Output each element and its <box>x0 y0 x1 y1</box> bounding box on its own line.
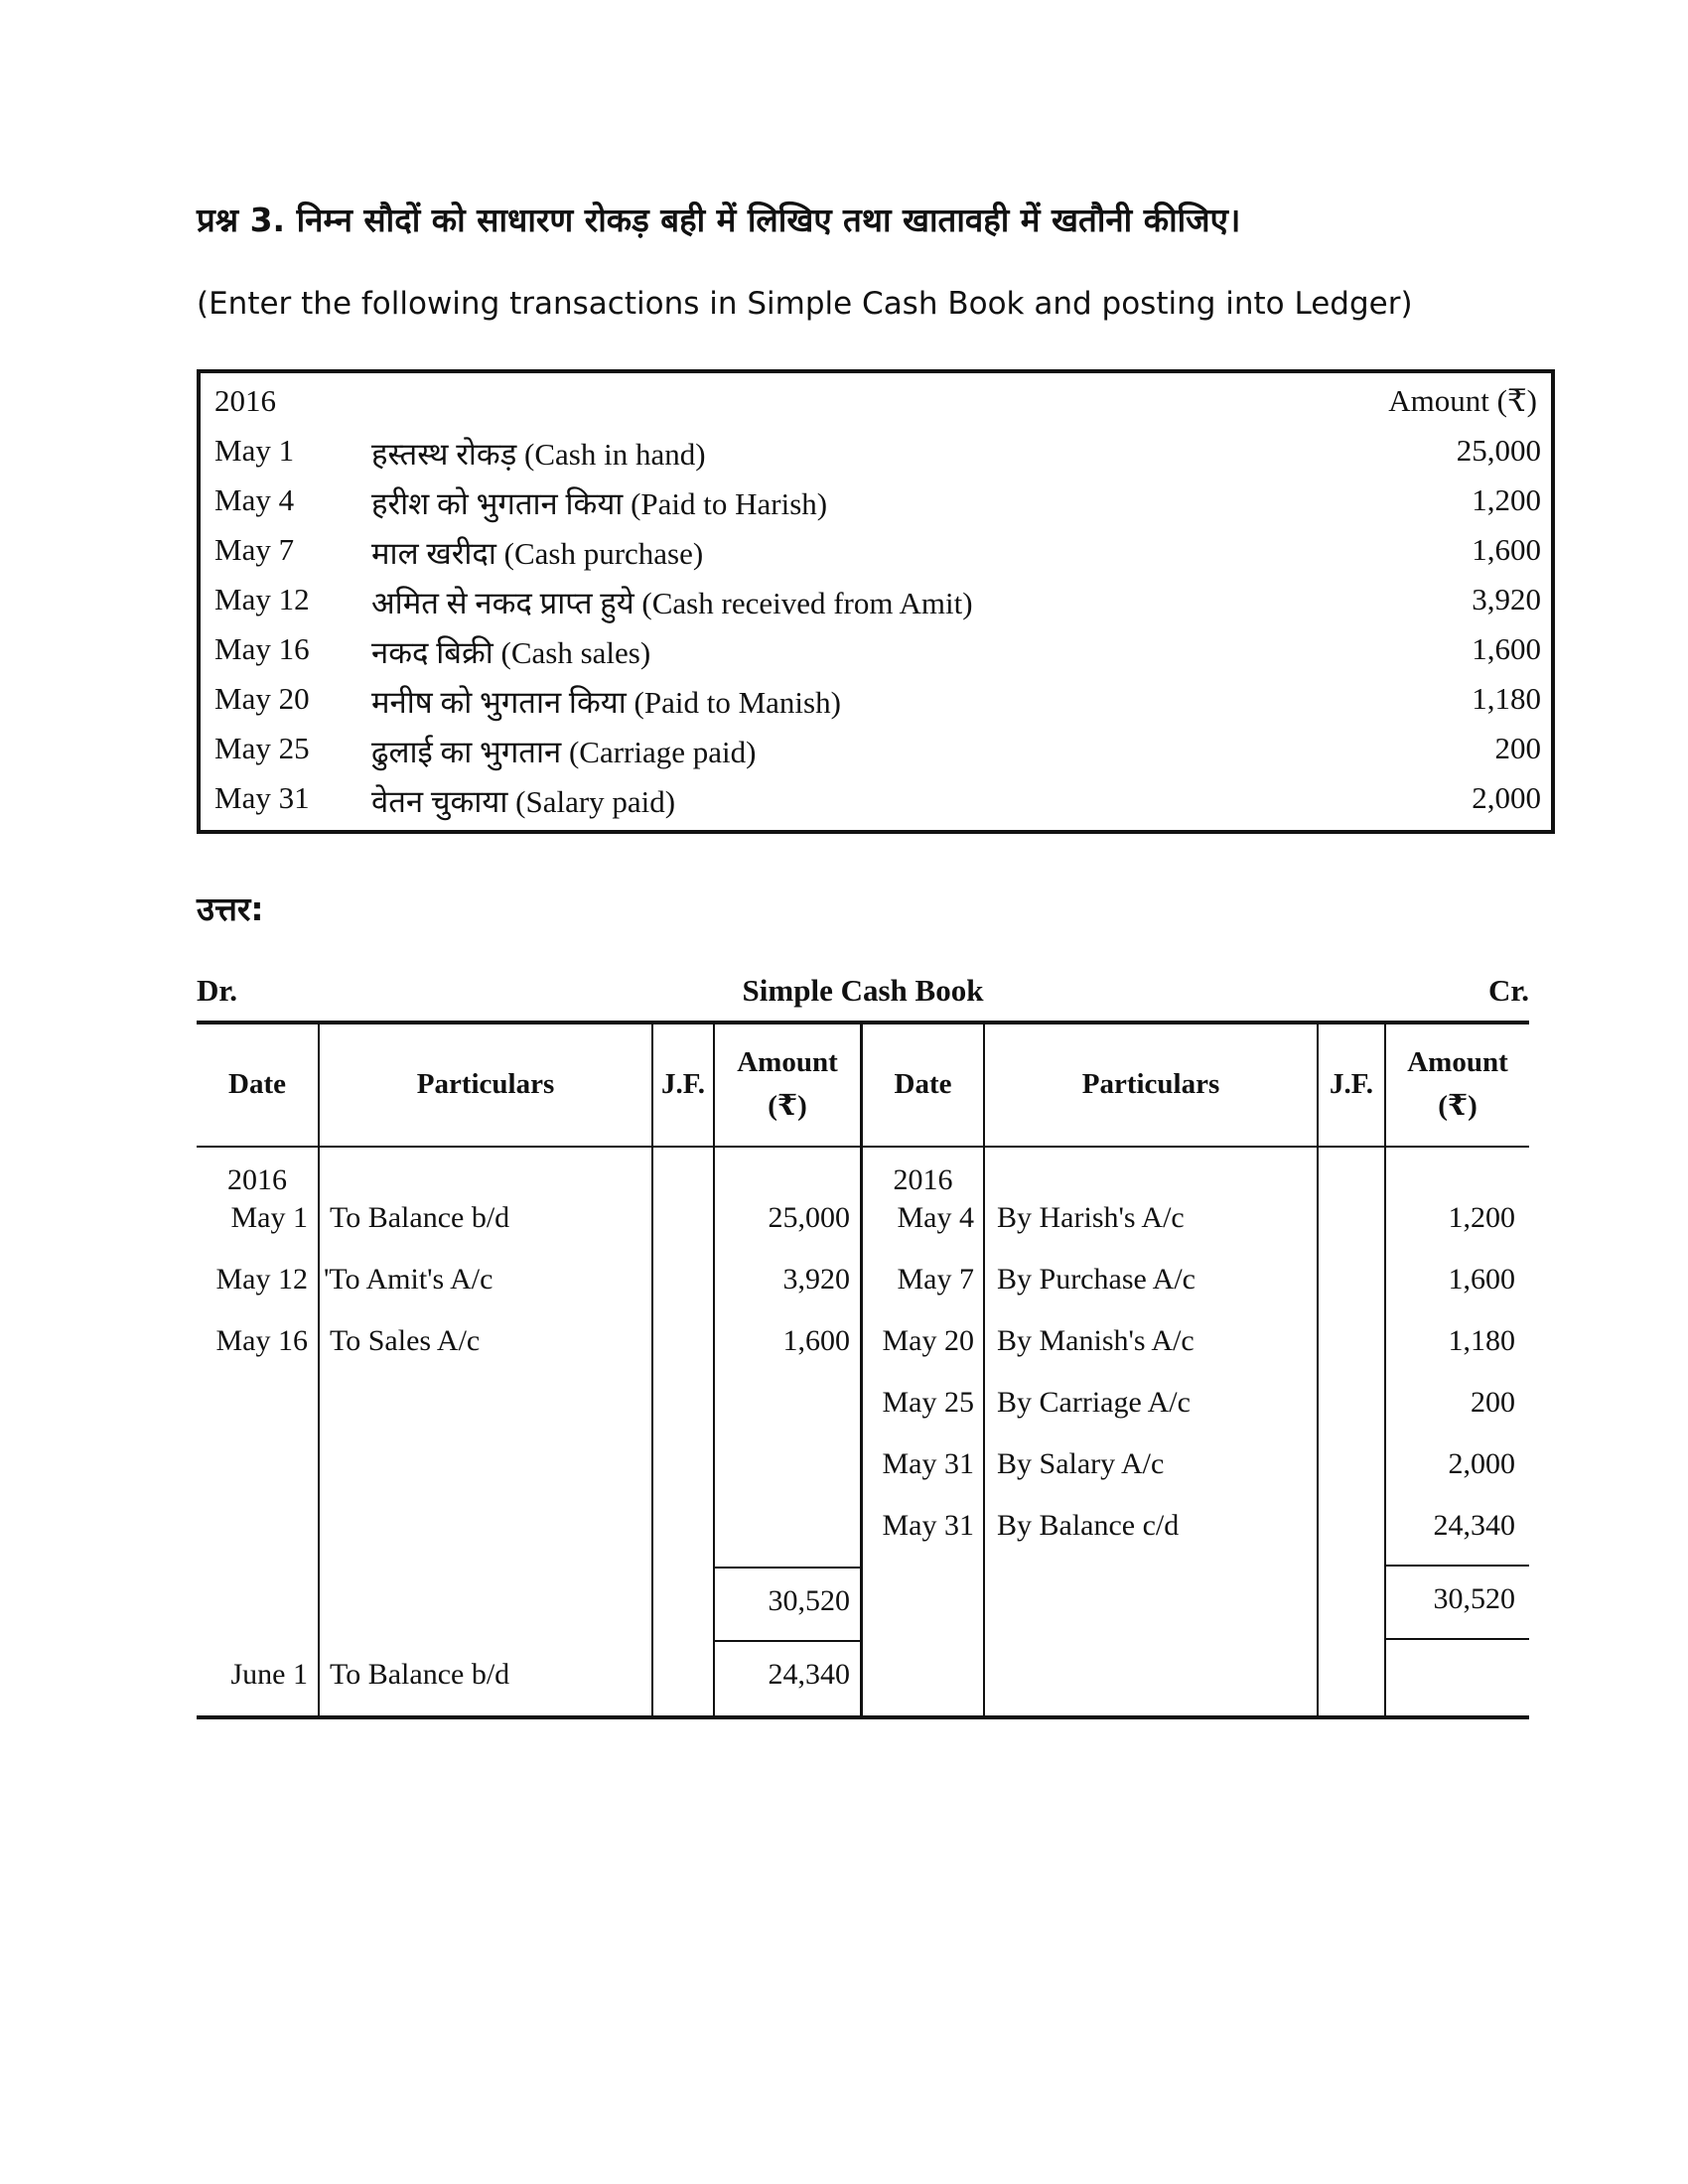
cr-label: Cr. <box>1487 973 1529 1008</box>
transaction-description: हरीश को भुगतान किया (Paid to Harish) <box>371 486 828 521</box>
credit-total-top-rule <box>1384 1565 1529 1567</box>
debit-amount: 25,000 <box>768 1201 850 1234</box>
transaction-date: May 4 <box>214 482 295 517</box>
header-particulars: Particulars <box>1081 1068 1220 1100</box>
transaction-date: May 31 <box>214 780 310 815</box>
transactions-box <box>197 369 1555 834</box>
credit-amount: 1,600 <box>1448 1263 1515 1296</box>
credit-particulars: By Manish's A/c <box>997 1324 1195 1357</box>
transaction-description: वेतन चुकाया (Salary paid) <box>371 784 676 819</box>
header-jf: J.F. <box>660 1068 706 1100</box>
center-rule <box>860 1023 863 1717</box>
debit-particulars: 'To Amit's A/c <box>324 1263 493 1296</box>
transaction-date: May 20 <box>214 681 310 716</box>
credit-year: 2016 <box>893 1163 953 1196</box>
transaction-description: ढुलाई का भुगतान (Carriage paid) <box>371 735 757 769</box>
next-amount: 24,340 <box>768 1658 850 1691</box>
credit-particulars: By Purchase A/c <box>997 1263 1196 1296</box>
header-amount: Amount <box>1407 1046 1508 1078</box>
transaction-amount: 3,920 <box>1472 582 1541 616</box>
credit-date: May 20 <box>882 1324 974 1357</box>
header-amount: Amount <box>737 1046 838 1078</box>
transaction-description: अमित से नकद प्राप्त हुये (Cash received from Amit) <box>371 586 973 620</box>
transactions-amount-header: Amount (₹) <box>1388 383 1537 418</box>
debit-year: 2016 <box>227 1163 287 1196</box>
credit-amount: 2,000 <box>1448 1447 1515 1480</box>
header-date: Date <box>228 1068 286 1100</box>
debit-total: 30,520 <box>768 1584 850 1617</box>
header-particulars: Particulars <box>416 1068 555 1100</box>
credit-date: May 31 <box>882 1509 974 1542</box>
credit-date: May 31 <box>882 1447 974 1480</box>
next-particulars: To Balance b/d <box>330 1658 510 1691</box>
header-rupee: (₹) <box>1438 1090 1477 1122</box>
question-heading: प्रश्न 3. निम्न सौदों को साधारण रोकड़ बही में लिखिए तथा खातावही में खतौनी कीजिए। <box>197 201 1241 239</box>
debit-total-bottom-rule <box>713 1640 860 1642</box>
column-rule <box>318 1023 320 1717</box>
transaction-date: May 1 <box>214 433 295 468</box>
credit-amount: 1,200 <box>1448 1201 1515 1234</box>
transaction-amount: 25,000 <box>1456 433 1541 468</box>
debit-particulars: To Sales A/c <box>330 1324 481 1357</box>
transaction-date: May 16 <box>214 631 310 666</box>
credit-total: 30,520 <box>1433 1582 1515 1615</box>
credit-particulars: By Salary A/c <box>997 1447 1165 1480</box>
transaction-row <box>201 723 1551 772</box>
transaction-amount: 1,200 <box>1472 482 1541 517</box>
column-rule <box>983 1023 985 1717</box>
header-date: Date <box>894 1068 952 1100</box>
transactions-header-row <box>201 375 1551 425</box>
header-rule <box>197 1146 1529 1148</box>
debit-total-top-rule <box>713 1567 860 1569</box>
debit-amount: 3,920 <box>782 1263 850 1296</box>
credit-date: May 25 <box>882 1386 974 1419</box>
credit-particulars: By Balance c/d <box>997 1509 1180 1542</box>
transaction-row <box>201 524 1551 574</box>
column-rule <box>651 1023 653 1717</box>
credit-particulars: By Harish's A/c <box>997 1201 1185 1234</box>
transaction-description: माल खरीदा (Cash purchase) <box>371 536 704 571</box>
transaction-amount: 1,180 <box>1472 681 1541 716</box>
debit-date: May 12 <box>215 1263 308 1296</box>
transaction-date: May 25 <box>214 731 310 765</box>
transaction-amount: 200 <box>1494 731 1541 765</box>
credit-total-bottom-rule <box>1384 1638 1529 1640</box>
debit-amount: 1,600 <box>782 1324 850 1357</box>
transaction-date: May 12 <box>214 582 310 616</box>
transaction-row <box>201 425 1551 475</box>
transaction-description: नकद बिक्री (Cash sales) <box>371 635 651 670</box>
credit-amount: 24,340 <box>1433 1509 1515 1542</box>
credit-amount: 1,180 <box>1448 1324 1515 1357</box>
transaction-row <box>201 475 1551 524</box>
transaction-amount: 1,600 <box>1472 532 1541 567</box>
debit-date: May 16 <box>215 1324 308 1357</box>
next-date: June 1 <box>230 1658 308 1691</box>
cash-book <box>197 963 1529 1737</box>
transaction-description: मनीष को भुगतान किया (Paid to Manish) <box>371 685 841 720</box>
credit-particulars: By Carriage A/c <box>997 1386 1191 1419</box>
credit-amount: 200 <box>1471 1386 1515 1419</box>
instruction-text: (Enter the following transactions in Simple Cash Book and posting into Ledger) <box>197 286 1413 322</box>
transaction-description: हस्तस्थ रोकड़ (Cash in hand) <box>371 437 706 472</box>
transaction-amount: 2,000 <box>1472 780 1541 815</box>
dr-label: Dr. <box>197 973 238 1008</box>
credit-date: May 7 <box>897 1263 974 1296</box>
transaction-date: May 7 <box>214 532 295 567</box>
answer-label: उत्तर: <box>197 889 264 928</box>
column-rule <box>1317 1023 1319 1717</box>
transaction-amount: 1,600 <box>1472 631 1541 666</box>
transaction-row <box>201 623 1551 673</box>
top-rule <box>197 1021 1529 1024</box>
transaction-row <box>201 772 1551 822</box>
header-rupee: (₹) <box>768 1090 807 1122</box>
transaction-row <box>201 574 1551 623</box>
transaction-row <box>201 673 1551 723</box>
bottom-rule <box>197 1715 1529 1719</box>
credit-date: May 4 <box>897 1201 974 1234</box>
transactions-year: 2016 <box>214 383 276 418</box>
debit-particulars: To Balance b/d <box>330 1201 510 1234</box>
header-jf: J.F. <box>1329 1068 1374 1100</box>
cash-book-title: Simple Cash Book <box>742 973 984 1008</box>
debit-date: May 1 <box>230 1201 308 1234</box>
